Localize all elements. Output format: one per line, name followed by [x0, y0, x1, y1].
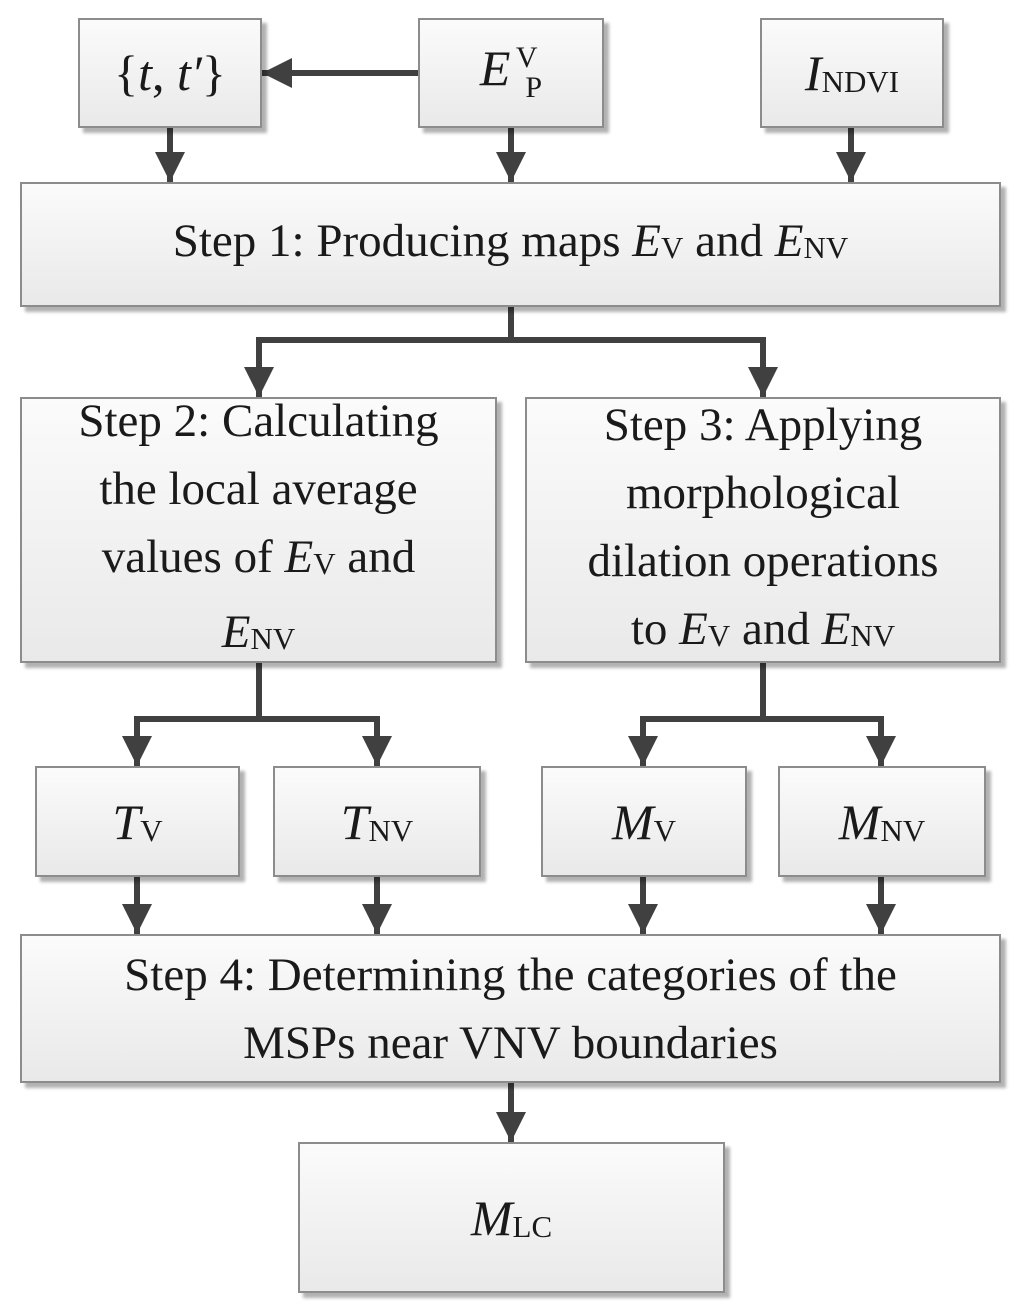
- tv-label: $T_V$: [112, 793, 163, 850]
- tv-box: [35, 766, 240, 877]
- mlc-box: [298, 1142, 725, 1293]
- step2-label: Step 2: Calculating the local average values of $E_V$ and $E_{NV}$: [78, 395, 439, 658]
- ep-box: [418, 18, 604, 128]
- tnv-label: $T_{NV}$: [340, 793, 414, 850]
- arrow-step3-to-mnv: [763, 719, 881, 766]
- ep-label: E V P: [479, 39, 543, 105]
- ndvi-box: [760, 18, 944, 128]
- step1-box: [20, 182, 1001, 307]
- mnv-label: $M_{NV}$: [838, 793, 926, 850]
- step3-label: Step 3: Applying morphological dilation operations to $E_V$ and $E_{NV}$: [587, 398, 939, 655]
- ndvi-label: $I_{NDVI}$: [804, 45, 900, 101]
- arrow-step3-to-mv: [643, 663, 763, 766]
- t-pair-label: {t, t′}: [114, 45, 226, 101]
- arrow-step1-to-step3: [511, 340, 763, 397]
- step3-box: [525, 397, 1001, 663]
- tnv-box: [273, 766, 481, 877]
- mnv-box: [778, 766, 986, 877]
- arrow-step2-to-tnv: [259, 719, 377, 766]
- step4-box: [20, 934, 1001, 1083]
- t-pair-box: [78, 18, 262, 128]
- step2-box: [20, 397, 497, 663]
- step4-label: Step 4: Determining the categories of the MSPs near VNV boundaries: [124, 948, 897, 1069]
- mlc-label: $M_{LC}$: [470, 1189, 553, 1246]
- mv-box: [541, 766, 747, 877]
- arrow-step1-to-step2: [259, 307, 511, 397]
- mv-label: $M_V$: [611, 793, 677, 850]
- step1-label: Step 1: Producing maps $E_V$ and $E_{NV}$: [172, 215, 849, 267]
- arrow-step2-to-tv: [137, 663, 259, 766]
